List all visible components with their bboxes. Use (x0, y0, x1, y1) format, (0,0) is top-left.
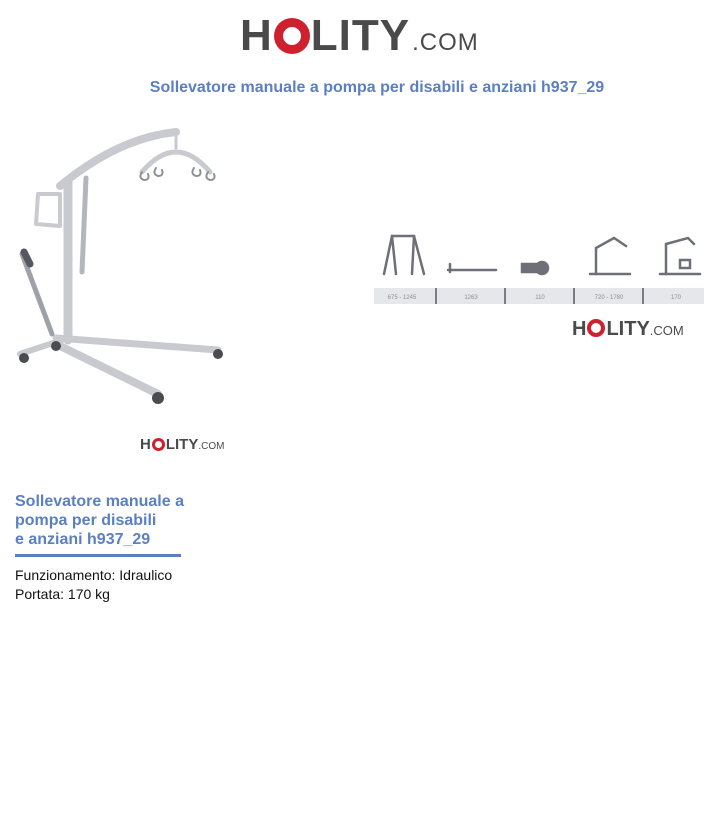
dimensions-image-logo (572, 317, 684, 341)
product-name-line: Sollevatore manuale a (15, 493, 184, 510)
product-name-line: e anziani h937_29 (15, 531, 151, 548)
dimension-label: 675 - 1245 (387, 295, 417, 301)
page-title: Sollevatore manuale a pompa per disabili e anziani h937_29 (149, 79, 605, 96)
product-image[interactable] (8, 122, 240, 418)
product-name-line: pompa per disabili (15, 512, 157, 529)
spec-capacity: Portata: 170 kg (15, 586, 110, 602)
title-underline (15, 554, 181, 557)
dimension-label: 1263 (464, 295, 478, 301)
logo-suffix: .COM (412, 29, 479, 56)
spec-operation: Funzionamento: Idraulico (15, 567, 173, 583)
logo-letter-h: H (140, 436, 151, 453)
logo-ring-icon (274, 18, 310, 54)
logo-ring-icon (152, 438, 165, 451)
product-image-logo (140, 436, 224, 454)
logo-text: LITY (165, 436, 199, 453)
product-name[interactable] (15, 492, 205, 549)
logo-suffix: .COM (649, 323, 684, 338)
logo-letter-h: H (572, 318, 587, 340)
product-specs (15, 566, 172, 604)
dimension-label: 110 (535, 295, 545, 301)
logo-ring-icon (587, 319, 605, 337)
brand-logo[interactable] (240, 11, 479, 65)
dimension-label: 170 (670, 295, 682, 301)
logo-letter-h: H (240, 11, 273, 60)
logo-text: LITY (606, 318, 650, 340)
logo-text: LITY (310, 11, 411, 60)
dimension-label: 720 - 1780 (594, 295, 624, 301)
logo-suffix: .COM (198, 441, 225, 452)
dimensions-image[interactable] (374, 230, 704, 310)
